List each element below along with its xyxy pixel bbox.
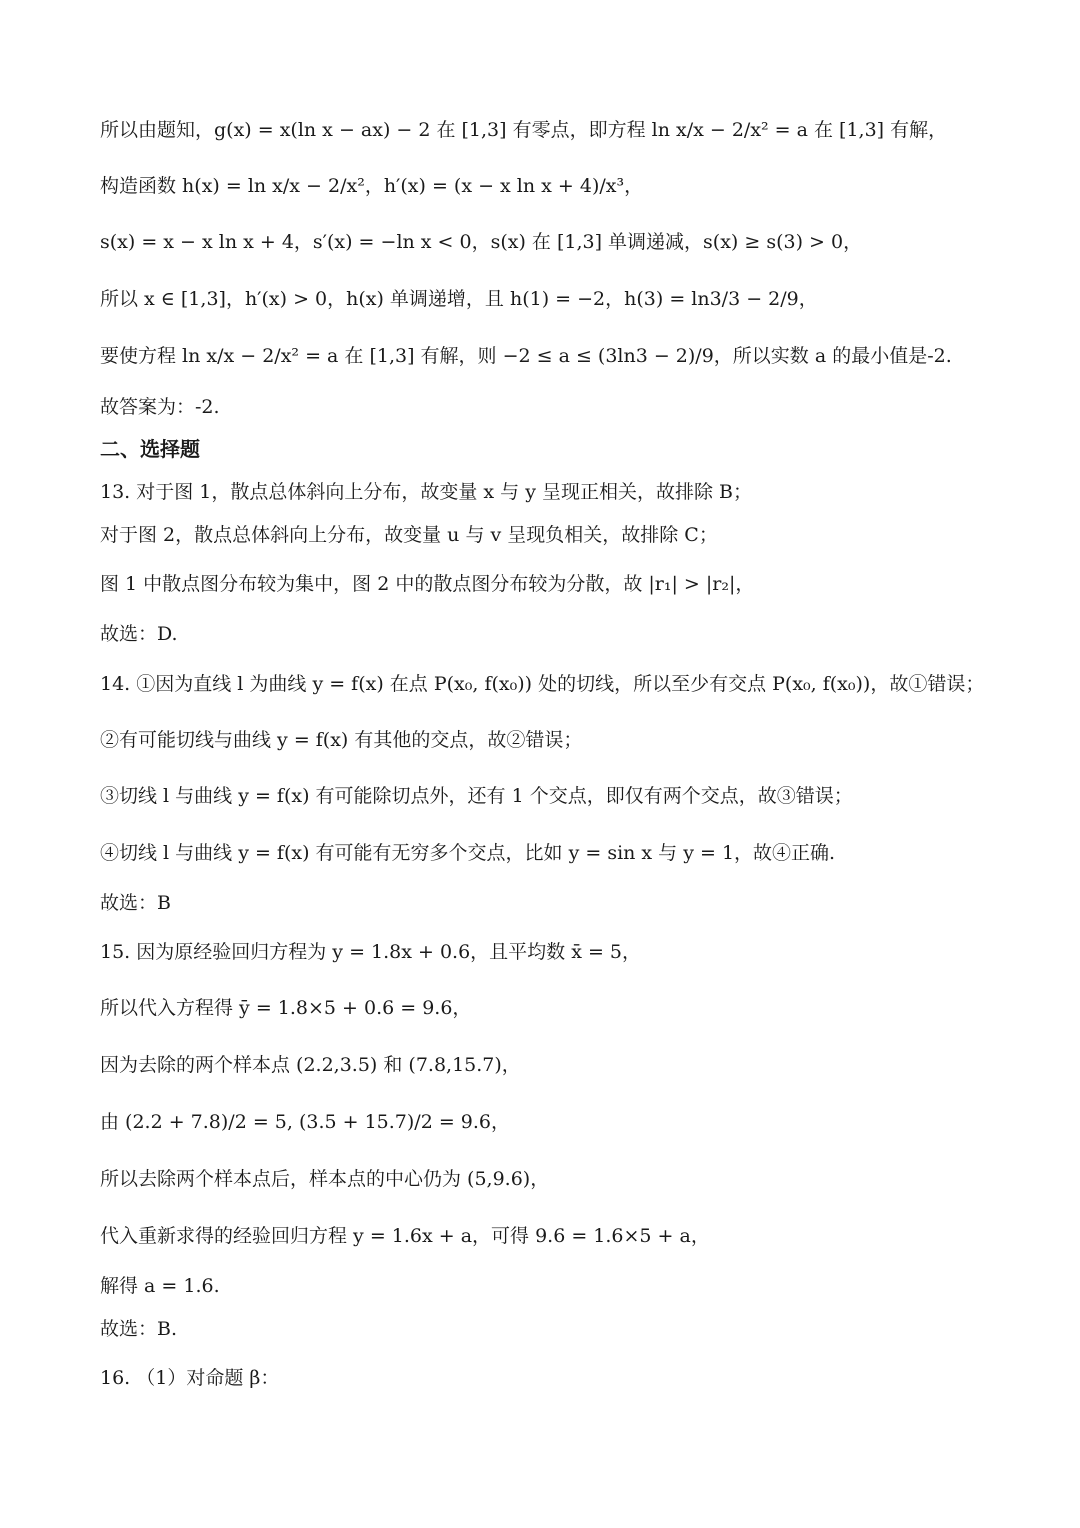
text-line: 代入重新求得的经验回归方程 y = 1.6x + a，可得 9.6 = 1.6×5 + a， — [100, 1225, 710, 1247]
text-line: 13. 对于图 1，散点总体斜向上分布，故变量 x 与 y 呈现正相关，故排除 B； — [100, 481, 752, 503]
text-line: 故选：B. — [100, 1318, 178, 1340]
text-line: ④切线 l 与曲线 y = f(x) 有可能有无穷多个交点，比如 y = sin x 与 y = 1，故④正确. — [100, 842, 836, 864]
text-line: 解得 a = 1.6. — [100, 1275, 220, 1297]
text-line: 构造函数 h(x) = ln x/x − 2/x²，h′(x) = (x − x ln x + 4)/x³， — [100, 175, 644, 197]
text-line: 故选：B — [100, 892, 171, 914]
text-line: 要使方程 ln x/x − 2/x² = a 在 [1,3] 有解，则 −2 ≤ a ≤ (3ln3 − 2)/9，所以实数 a 的最小值是-2. — [100, 345, 952, 367]
text-line: 故选：D. — [100, 623, 178, 645]
text-line: 所以代入方程得 ȳ = 1.8×5 + 0.6 = 9.6， — [100, 997, 472, 1019]
text-line: 故答案为：-2. — [100, 396, 220, 418]
text-line: 因为去除的两个样本点 (2.2,3.5) 和 (7.8,15.7)， — [100, 1054, 521, 1076]
text-line: ③切线 l 与曲线 y = f(x) 有可能除切点外，还有 1 个交点，即仅有两个交点，故③错误； — [100, 785, 853, 807]
text-line: 16. （1）对命题 β： — [100, 1367, 280, 1389]
text-line: 15. 因为原经验回归方程为 y = 1.8x + 0.6，且平均数 x̄ = 5， — [100, 941, 642, 963]
text-line: 所以 x ∈ [1,3]，h′(x) > 0，h(x) 单调递增，且 h(1) = −2，h(3) = ln3/3 − 2/9， — [100, 288, 818, 310]
text-line: ②有可能切线与曲线 y = f(x) 有其他的交点，故②错误； — [100, 729, 583, 751]
text-line: 14. ①因为直线 l 为曲线 y = f(x) 在点 P(x₀, f(x₀)) 处的切线，所以至少有交点 P(x₀, f(x₀))，故①错误； — [100, 673, 985, 695]
text-line: 图 1 中散点图分布较为集中，图 2 中的散点图分布较为分散，故 |r₁| > |r₂|， — [100, 573, 755, 595]
section-heading: 二、选择题 — [100, 437, 200, 461]
text-line: s(x) = x − x ln x + 4，s′(x) = −ln x < 0，s(x) 在 [1,3] 单调递减，s(x) ≥ s(3) > 0， — [100, 231, 863, 253]
text-line: 所以由题知，g(x) = x(ln x − ax) − 2 在 [1,3] 有零点，即方程 ln x/x − 2/x² = a 在 [1,3] 有解， — [100, 119, 948, 141]
text-line: 对于图 2，散点总体斜向上分布，故变量 u 与 v 呈现负相关，故排除 C； — [100, 524, 718, 546]
text-line: 由 (2.2 + 7.8)/2 = 5, (3.5 + 15.7)/2 = 9.6， — [100, 1111, 511, 1133]
text-line: 所以去除两个样本点后，样本点的中心仍为 (5,9.6)， — [100, 1168, 550, 1190]
